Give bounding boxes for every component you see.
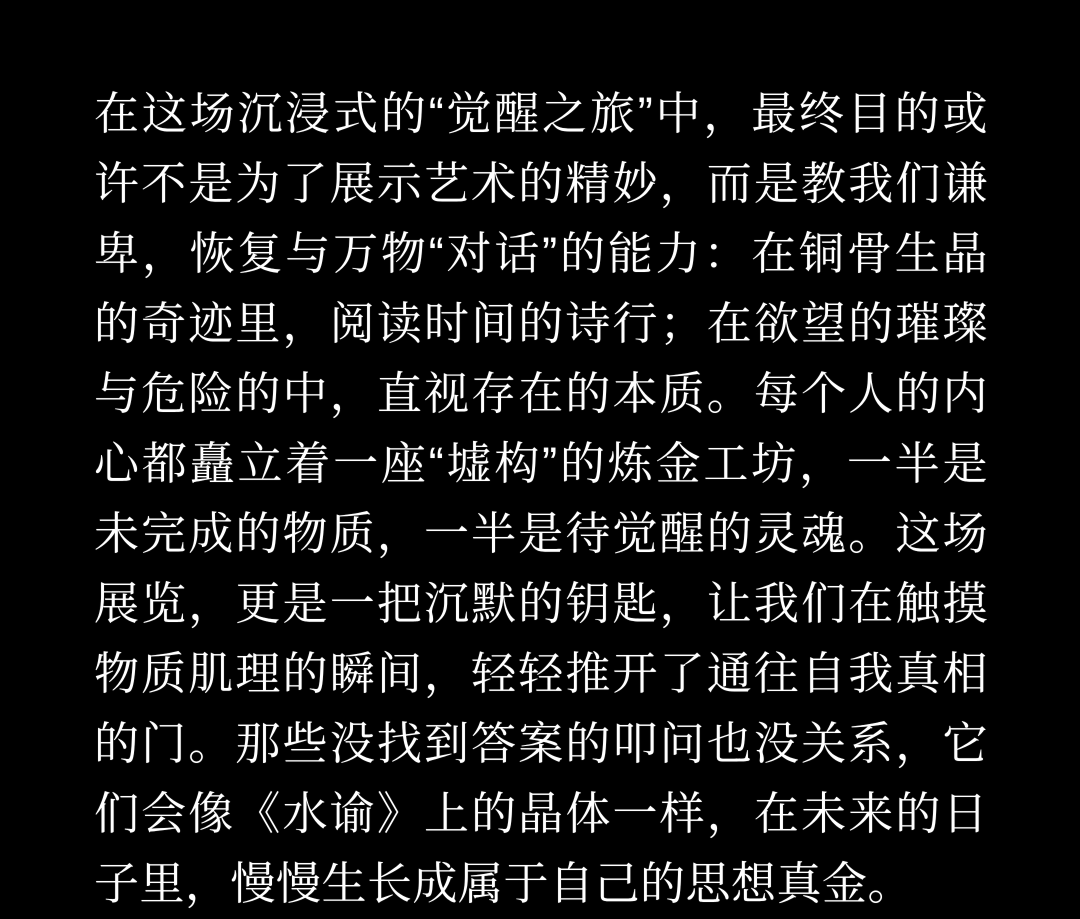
body-paragraph: 在这场沉浸式的“觉醒之旅”中，最终目的或许不是为了展示艺术的精妙，而是教我们谦卑，恢复与万物“对话”的能力：在铜骨生晶的奇迹里，阅读时间的诗行；在欲望的璀璨与危险的中，直视存在的本质。每个人的内心都矗立着一座“墟构”的炼金工坊，一半是未完成的物质，一半是待觉醒的灵魂。这场展览，更是一把沉默的钥匙，让我们在触摸物质肌理的瞬间，轻轻推开了通往自我真相的门。那些没找到答案的叩问也没关系，它们会像《水谕》上的晶体一样，在未来的日子里，慢慢生长成属于自己的思想真金。 <box>94 88 988 909</box>
